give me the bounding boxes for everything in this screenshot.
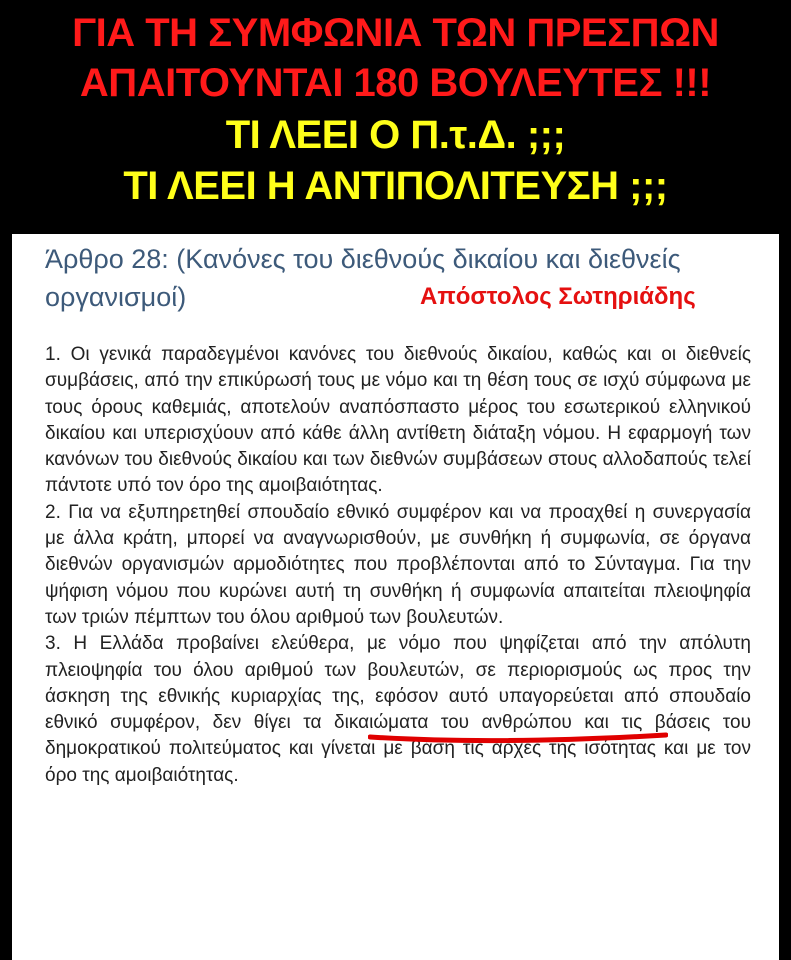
- headline-line-4: ΤΙ ΛΕΕΙ Η ΑΝΤΙΠΟΛΙΤΕΥΣΗ ;;;: [123, 164, 668, 208]
- red-underline-mark: [368, 731, 668, 747]
- author-name: Απόστολος Σωτηριάδης: [420, 283, 696, 310]
- headline-line-1: ΓΙΑ ΤΗ ΣΥΜΦΩΝΙΑ ΤΩΝ ΠΡΕΣΠΩΝ: [72, 11, 719, 55]
- headline-line-3: ΤΙ ΛΕΕΙ Ο Π.τ.Δ. ;;;: [225, 113, 566, 157]
- article-paragraph-2: 2. Για να εξυπηρετηθεί σπουδαίο εθνικό συμφέρον και να προαχθεί η συνεργασία με άλλα κράτη, μπορεί να αναγνωρισθούν, με συνθήκη ή συμφωνία, σε όργανα διεθνών οργανισμών αρμοδιότητες που προβλέπονται από το Σύνταγμα. Για την ψήφιση νόμου που κυρώνει αυτή τη συνθήκη ή συμφωνία απαιτείται πλειοψηφία των τριών πέμπτων του όλου αριθμού των βουλευτών.: [45, 501, 751, 628]
- article-title: Άρθρο 28: (Κανόνες του διεθνούς δικαίου και διεθνείς οργανισμοί): [45, 244, 681, 312]
- headline-banner: [0, 0, 791, 228]
- headline-line-2: ΑΠΑΙΤΟΥΝΤΑΙ 180 ΒΟΥΛΕΥΤΕΣ !!!: [79, 61, 712, 105]
- article-panel: [12, 234, 779, 960]
- article-body: [45, 342, 751, 789]
- article-paragraph-3: 3. Η Ελλάδα προβαίνει ελεύθερα, με νόμο που ψηφίζεται από την απόλυτη πλειοψηφία του όλου αριθμού των βουλευτών, σε περιορισμούς ως προς την άσκηση της εθνικής κυριαρχίας της, εφόσον αυτό υπαγορεύεται από σπουδαίο εθνικό συμφέρον, δεν θίγει τα δικαιώματα του ανθρώπου και τις βάσεις του δημοκρατικού πολιτεύματος και γίνεται με βάση τις αρχές της ισότητας και με τον όρο της αμοιβαιότητας.: [45, 633, 751, 786]
- article-paragraph-1: 1. Οι γενικά παραδεγμένοι κανόνες του διεθνούς δικαίου, καθώς και οι διεθνείς συμβάσεις, από την επικύρωσή τους με νόμο και τη θέση τους σε ισχύ σύμφωνα με τους όρους καθεμιάς, αποτελούν αναπόσπαστο μέρος του εσωτερικού ελληνικού δικαίου και υπερισχύουν από κάθε άλλη αντίθετη διάταξη νόμου. Η εφαρμογή των κανόνων του διεθνούς δικαίου και των διεθνών συμβάσεων στους αλλοδαπούς τελεί πάντοτε υπό τον όρο της αμοιβαιότητας.: [45, 344, 751, 497]
